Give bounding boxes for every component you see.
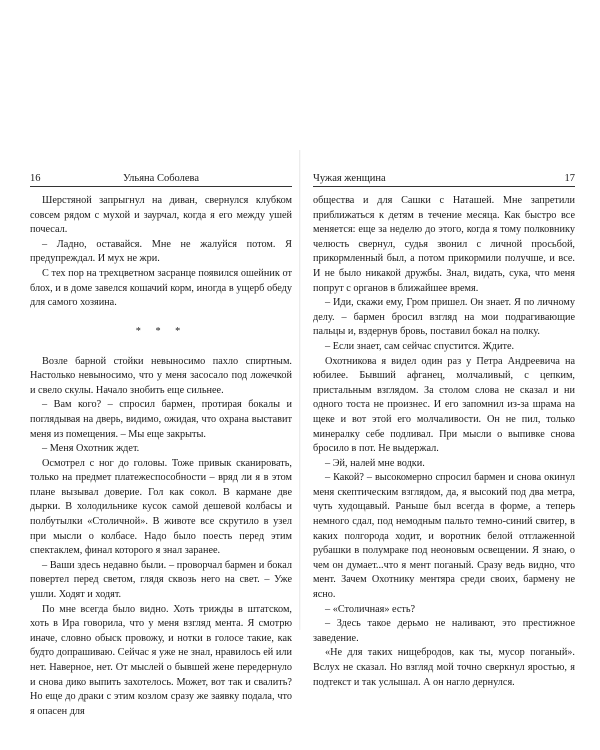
paragraph: – Здесь такое дерьмо не наливают, это престижное заведение. <box>313 618 575 644</box>
blank-line <box>30 311 292 326</box>
paragraph: – Ладно, оставайся. Мне не жалуйся потом. Я предупреждал. И мух не жри. <box>30 238 292 265</box>
left-page-number: 16 <box>30 173 41 184</box>
paragraph: «Не для таких нищебродов, как ты, мусор поганый». Вслух не сказал. Но взгляд мой точно сверкнул яростью, я подтекст и так услышал. А он нагло дернулся. <box>313 647 575 688</box>
paragraph: – Вам кого? – спросил бармен, протирая бокалы и поглядывая на дверь, видимо, ожидая, что охрана выставит меня из помещения. – Мы еще закрыты. <box>30 399 292 440</box>
paragraph: Возле барной стойки невыносимо пахло спиртным. Настолько невыносимо, что у меня засосало под ложечкой и свело скулы. Начало знобить еще сильнее. <box>30 355 292 396</box>
right-page-number: 17 <box>564 173 575 184</box>
paragraph: Охотникова я видел один раз у Петра Андреевича на юбилее. Бывший афганец, молчаливый, с цепким, пристальным взглядом. За столом слова не сказал и ни одного тоста не произнес. И его запомнил из-за шрама на щеке и вот этой его молчаливости. Он не пил, только минералку себе подливал. При мысли о выпивке снова бросило в пот. Не выдержал. <box>313 355 575 455</box>
paragraph: – Ваши здесь недавно были. – проворчал бармен и бокал повертел перед светом, глядя сквозь него на свет. – Уже ушли. Ходят и ходят. <box>30 559 292 601</box>
right-page <box>313 170 575 690</box>
blank-line <box>30 340 292 355</box>
right-page-text <box>313 194 575 690</box>
paragraph: общества и для Сашки с Наташей. Мне запретили приближаться к детям в течение месяца. Как быстро все меняется: еще за неделю до этого, когда я тому полковнику челюсть свернул, судья звонил с личной просьбой, прикормленный был, а потом прикормили получше, и все. И не было никакой дружбы. Знал, видать, сука, что меня попрут с органов в ближайшее время. <box>313 195 575 294</box>
left-page <box>30 170 292 719</box>
left-author-header: Ульяна Соболева <box>122 173 200 184</box>
paragraph: По мне всегда было видно. Хоть трижды в штатском, хоть в Ира говорила, что у меня взгляд мента. Я смотрю иначе, словно обыск провожу, и нотки в голосе такие, как будто допрашиваю. Сейчас я уже не знал, нравилось ей или нет. Наверное, нет. От мыслей о бывшей жене передернуло и снова дико выпить захотелось. Может, вот так и свалить? Но еще до драки с этим козлом сразу же заявку подала, что я опасен для <box>30 603 292 717</box>
paragraph: – Эй, налей мне водки. <box>325 457 425 469</box>
paragraph: – Если знает, сам сейчас спустится. Ждите. <box>325 340 515 352</box>
left-running-head <box>30 170 292 187</box>
paragraph: – «Столичная» есть? <box>325 603 416 615</box>
right-title-header: Чужая женщина <box>313 173 386 184</box>
book-gutter <box>299 150 301 630</box>
paragraph: – Иди, скажи ему, Гром пришел. Он знает. Я по личному делу. – бармен бросил взгляд на мои подрагивающие пальцы и, вздернув бровь, поставил бокал на полку. <box>313 297 575 338</box>
paragraph: Осмотрел с ног до головы. Тоже привык сканировать, только на предмет платежеспособности – вряд ли я в этом плане вызывал доверие. Гол как сокол. В кармане две дырки. В холодильнике кусок самой дешевой колбасы и полбутылки «Столичной». В животе все скрутило в узел при мысли о колбасе. Надо было поесть перед этим спектаклем, финал которого я знал заранее. <box>30 457 292 557</box>
left-page-text <box>30 194 292 719</box>
paragraph: – Меня Охотник ждет. <box>42 443 140 455</box>
paragraph: – Какой? – высокомерно спросил бармен и снова окинул меня скептическим взглядом, да, я высокий под два метра, чуть худощавый. Раньше был всегда в форме, а теперь немного сдал, под немодным пальто темно-синий свитер, в каких полгорода ходит, и воротник белой отглаженной рубашки в полумраке под неоновым освещении. Я знаю, о чем он думает...что я мент поганый. Сразу ведь видно, что мент. Зачем Охотнику ментяра среди своих, бармену не ясно. <box>313 472 575 601</box>
paragraph: Шерстяной запрыгнул на диван, свернулся клубком совсем рядом с мухой и заурчал, когда я его между ушей почесал. <box>30 195 292 236</box>
paragraph: С тех пор на трехцветном засранце появился ошейник от блох, и в доме завелся кошачий корм, иногда в ущерб обеду для самого хозяина. <box>30 267 292 309</box>
section-break: * * * <box>135 326 187 338</box>
right-running-head <box>313 170 575 187</box>
